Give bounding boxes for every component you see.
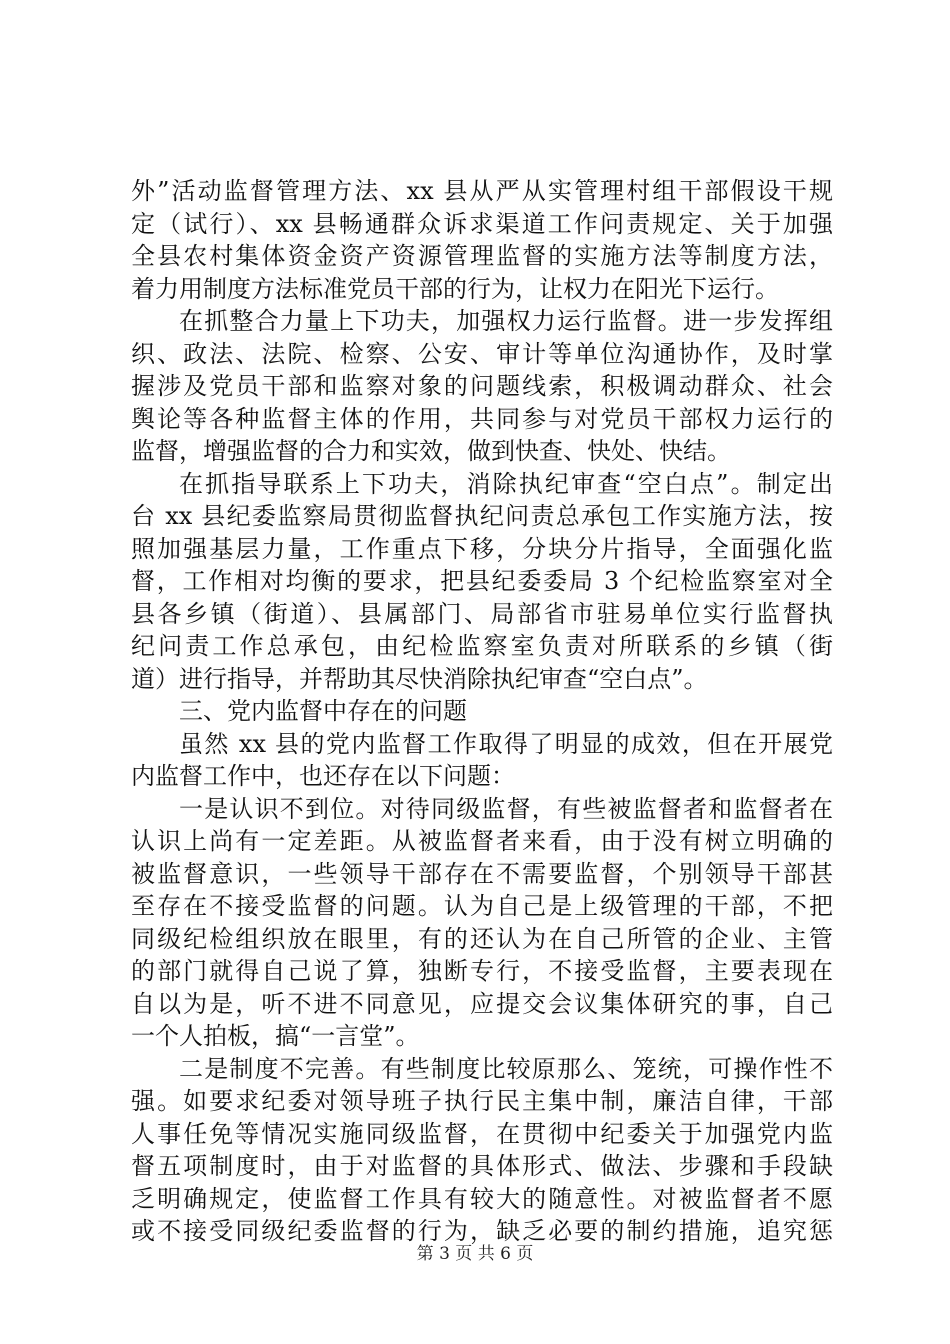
paragraph-first-line: 在抓整合力量上下功夫，加强权力运行监督。进一步发挥组 [179,307,833,335]
text-line: 同级纪检组织放在眼里，有的还认为在自己所管的企业、主管 [131,924,833,953]
text-line: 的部门就得自己说了算，独断专行，不接受监督，主要表现在 [131,957,833,985]
text-line: 强。如要求纪委对领导班子执行民主集中制，廉洁自律，干部 [131,1087,833,1115]
text-line: 定（试行）、xx 县畅通群众诉求渠道工作问责规定、关于加强 [131,209,833,238]
page-footer: 第 3 页 共 6 页 [416,1244,534,1264]
text-line: 台 xx 县纪委监察局贯彻监督执纪问责总承包工作实施方法，按 [131,502,833,530]
text-line: 督，工作相对均衡的要求，把县纪委委局 3 个纪检监察室对全 [131,567,833,595]
paragraph-first-line: 在抓指导联系上下功夫，消除执纪审查“空白点”。制定出 [179,469,833,498]
text-line: 着力用制度方法标准党员干部的行为，让权力在阳光下运行。 [131,274,779,303]
text-line: 握涉及党员干部和监察对象的问题线索，积极调动群众、社会 [131,372,833,400]
paragraph-first-line: 一是认识不到位。对待同级监督，有些被监督者和监督者在 [179,794,833,823]
text-line: 照加强基层力量，工作重点下移，分块分片指导，全面强化监 [131,534,833,563]
text-line: 或不接受同级纪委监督的行为，缺乏必要的制约措施，追究惩 [131,1217,833,1245]
text-line: 纪问责工作总承包，由纪检监察室负责对所联系的乡镇（街 [131,632,833,660]
text-line: 县各乡镇（街道）、县属部门、局部省市驻易单位实行监督执 [131,599,833,628]
text-line: 监督，增强监督的合力和实效，做到快查、快处、快结。 [131,437,731,465]
section-heading: 三、党内监督中存在的问题 [179,697,467,725]
text-line: 被监督意识，一些领导干部存在不需要监督，个别领导干部甚 [131,859,833,888]
document-body [131,175,833,1248]
text-line: 内监督工作中，也还存在以下问题： [131,762,515,790]
paragraph-first-line: 二是制度不完善。有些制度比较原那么、笼统，可操作性不 [179,1054,833,1083]
text-line: 认识上尚有一定差距。从被监督者来看，由于没有树立明确的 [131,827,833,855]
text-line: 织、政法、法院、检察、公安、审计等单位沟通协作，及时掌 [131,339,833,368]
text-line: 外”活动监督管理方法、xx 县从严从实管理村组干部假设干规 [131,177,833,205]
text-line: 舆论等各种监督主体的作用，共同参与对党员干部权力运行的 [131,404,833,433]
text-line: 全县农村集体资金资产资源管理监督的实施方法等制度方法， [131,242,833,270]
text-line: 人事任免等情况实施同级监督，在贯彻中纪委关于加强党内监 [131,1119,833,1148]
text-line: 督五项制度时，由于对监督的具体形式、做法、步骤和手段缺 [131,1152,833,1180]
paragraph-first-line: 虽然 xx 县的党内监督工作取得了明显的成效，但在开展党 [179,729,833,758]
text-line: 乏明确规定，使监督工作具有较大的随意性。对被监督者不愿 [131,1184,833,1213]
text-line: 至存在不接受监督的问题。认为自己是上级管理的干部，不把 [131,892,833,920]
text-line: 一个人拍板，搞“一言堂”。 [131,1022,420,1050]
text-line: 自以为是，听不进不同意见，应提交会议集体研究的事，自己 [131,989,833,1018]
text-line: 道）进行指导，并帮助其尽快消除执纪审查“空白点”。 [131,664,708,693]
